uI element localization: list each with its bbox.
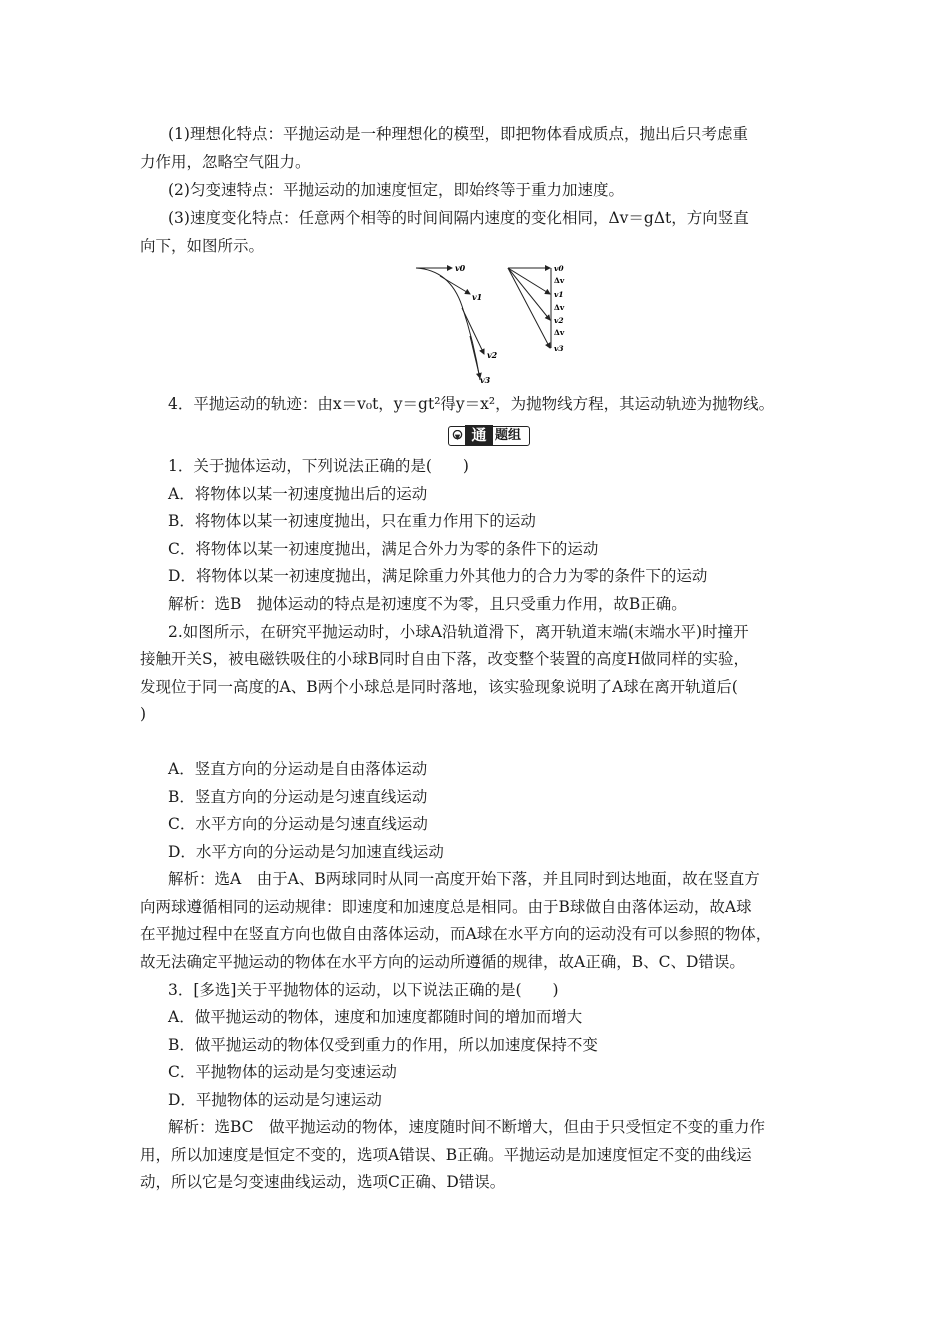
option-a: A．做平抛运动的物体，速度和加速度都随时间的增加而增大 — [168, 1008, 583, 1026]
label-dv-1: Δv — [554, 276, 565, 285]
text-line: 向下，如图所示。 — [140, 237, 265, 255]
answer-explanation: 解析：选BC 做平抛运动的物体，速度随时间不断增大，但由于只受恒定不变的重力作 — [168, 1118, 766, 1136]
option-a: A．竖直方向的分运动是自由落体运动 — [168, 760, 428, 778]
label-v1-right: v1 — [554, 290, 564, 299]
option-b: B．做平抛运动的物体仅受到重力的作用，所以加速度保持不变 — [168, 1036, 598, 1054]
badge-marker-icon — [452, 430, 463, 441]
option-d: D．平抛物体的运动是匀速运动 — [168, 1091, 382, 1109]
question-stem: 3．[多选]关于平抛物体的运动，以下说法正确的是( ) — [168, 981, 559, 999]
label-dv-3: Δv — [554, 328, 565, 337]
answer-explanation: 在平抛过程中在竖直方向也做自由落体运动，而A球在水平方向的运动没有可以参照的物体， — [140, 925, 772, 943]
text-line: 4．平抛运动的轨迹：由x＝v₀t，y＝gt²得y＝x²，为抛物线方程，其运动轨迹为抛物线。 — [168, 395, 775, 413]
question-stem: 接触开关S，被电磁铁吸住的小球B同时自由下落，改变整个装置的高度H做同样的实验， — [140, 650, 750, 668]
label-v0-left: v0 — [455, 263, 466, 273]
label-v3-left: v3 — [480, 375, 491, 385]
answer-explanation: 解析：选A 由于A、B两球同时从同一高度开始下落，并且同时到达地面，故在竖直方 — [168, 870, 760, 888]
badge-label: 题组 — [495, 428, 522, 443]
label-v2-left: v2 — [487, 350, 498, 360]
option-a: A．将物体以某一初速度抛出后的运动 — [168, 485, 428, 503]
question-stem: 2.如图所示，在研究平抛运动时，小球A沿轨道滑下，离开轨道末端(末端水平)时撞开 — [168, 623, 749, 641]
answer-explanation: 用，所以加速度是恒定不变的，选项A错误、B正确。平抛运动是加速度恒定不变的曲线运 — [140, 1146, 752, 1164]
label-dv-2: Δv — [554, 303, 565, 312]
answer-explanation: 动，所以它是匀变速曲线运动，选项C正确、D错误。 — [140, 1173, 506, 1191]
badge-tong: 通 — [465, 425, 493, 445]
question-stem: ) — [140, 705, 147, 723]
answer-explanation: 故无法确定平抛运动的物体在水平方向的运动所遵循的规律，故A正确，B、C、D错误。 — [140, 953, 745, 971]
option-c: C．平抛物体的运动是匀变速运动 — [168, 1063, 397, 1081]
label-v2-right: v2 — [554, 316, 564, 325]
label-v3-right: v3 — [554, 344, 564, 353]
option-c: C．将物体以某一初速度抛出，满足合外力为零的条件下的运动 — [168, 540, 599, 558]
section-badge — [448, 426, 530, 446]
text-line: (3)速度变化特点：任意两个相等的时间间隔内速度的变化相同，Δv＝gΔt，方向竖直 — [168, 209, 749, 227]
label-v1-left: v1 — [472, 292, 483, 302]
question-stem: 1．关于抛体运动，下列说法正确的是( ) — [168, 457, 469, 475]
answer-explanation: 解析：选B 抛体运动的特点是初速度不为零，且只受重力作用，故B正确。 — [168, 595, 687, 613]
question-stem: 发现位于同一高度的A、B两个小球总是同时落地，该实验现象说明了A球在离开轨道后( — [140, 678, 738, 696]
vector-triangle — [508, 268, 551, 348]
velocity-diagram — [410, 262, 580, 386]
text-line: 力作用，忽略空气阻力。 — [140, 153, 311, 171]
option-d: D．水平方向的分运动是匀加速直线运动 — [168, 843, 444, 861]
answer-explanation: 向两球遵循相同的运动规律：即速度和加速度总是相同。由于B球做自由落体运动，故A球 — [140, 898, 752, 916]
trajectory-figure — [416, 268, 484, 380]
text-line: (2)匀变速特点：平抛运动的加速度恒定，即始终等于重力加速度。 — [168, 181, 624, 199]
option-c: C．水平方向的分运动是匀速直线运动 — [168, 815, 428, 833]
option-d: D．将物体以某一初速度抛出，满足除重力外其他力的合力为零的条件下的运动 — [168, 567, 708, 585]
label-v0-right: v0 — [554, 264, 564, 273]
option-b: B．竖直方向的分运动是匀速直线运动 — [168, 788, 428, 806]
option-b: B．将物体以某一初速度抛出，只在重力作用下的运动 — [168, 512, 536, 530]
text-line: (1)理想化特点：平抛运动是一种理想化的模型，即把物体看成质点，抛出后只考虑重 — [168, 125, 748, 143]
